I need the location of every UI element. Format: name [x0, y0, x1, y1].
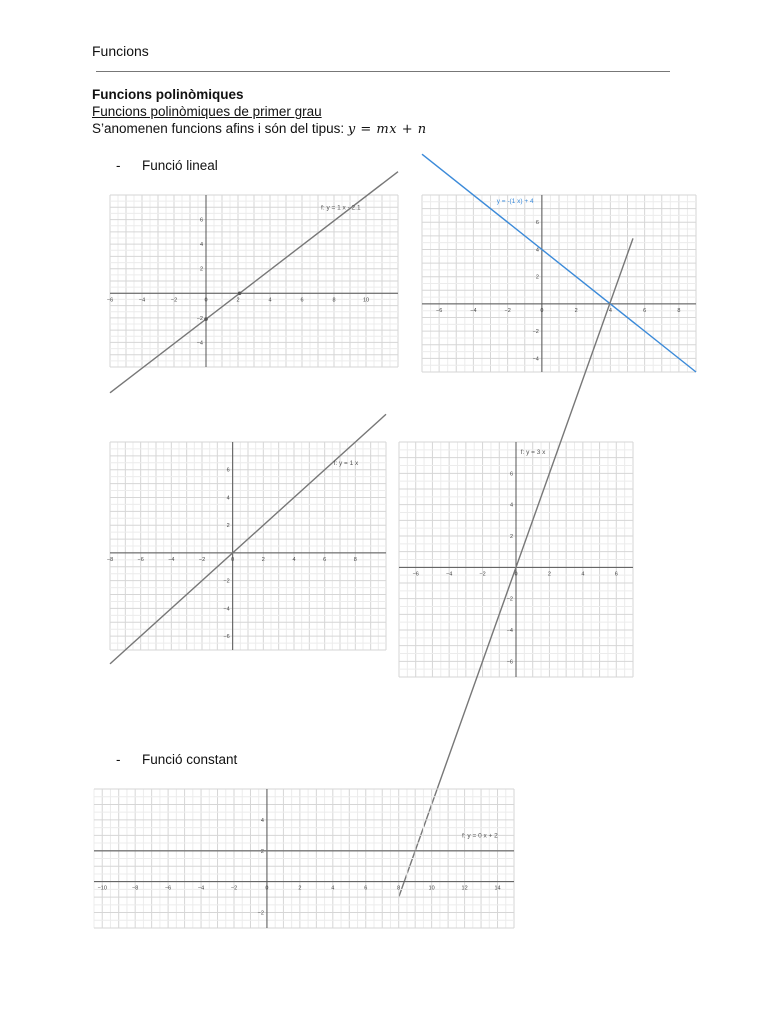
x-tick-label: 6	[323, 556, 327, 563]
x-tick-label: 10	[428, 885, 435, 892]
x-tick-label: 0	[204, 297, 208, 304]
y-tick-label: 2	[226, 523, 230, 530]
y-tick-label: −2	[223, 578, 230, 585]
y-tick-label: −6	[506, 659, 513, 666]
x-tick-label: −2	[230, 885, 238, 892]
x-tick-label: 0	[231, 556, 235, 563]
x-tick-label: 2	[298, 885, 302, 892]
x-tick-label: 4	[292, 556, 296, 563]
x-tick-label: −2	[170, 297, 178, 304]
y-tick-label: 4	[535, 247, 539, 254]
graph-linear-4	[399, 442, 633, 677]
x-tick-label: −4	[138, 297, 146, 304]
x-tick-label: 4	[268, 297, 272, 304]
y-tick-label: 2	[509, 534, 513, 540]
x-tick-label: −6	[412, 571, 419, 578]
x-tick-label: −4	[470, 307, 477, 314]
x-tick-label: −4	[197, 885, 205, 892]
graph-linear-2	[422, 195, 696, 372]
y-tick-label: 4	[226, 495, 230, 502]
y-tick-label: 2	[260, 848, 264, 855]
x-tick-label: −6	[164, 885, 172, 892]
x-tick-label: 6	[643, 307, 647, 314]
series-label: f: y = 3 x	[520, 448, 546, 456]
x-tick-label: 6	[300, 297, 304, 304]
x-tick-label: −8	[132, 885, 139, 892]
x-tick-label: 2	[574, 307, 578, 314]
x-tick-label: 0	[265, 885, 269, 892]
x-tick-label: −10	[97, 885, 107, 892]
series-label: y = -(1 x) + 4	[496, 197, 534, 205]
y-tick-label: 4	[509, 502, 513, 509]
x-tick-label: 0	[540, 307, 544, 314]
description-text: S’anomenen funcions afins i són del tipus:	[92, 121, 345, 136]
x-tick-label: 2	[547, 571, 551, 578]
x-tick-label: 8	[332, 297, 336, 304]
y-tick-label: 6	[535, 220, 539, 227]
x-tick-label: 4	[608, 307, 612, 314]
y-tick-label: 2	[535, 274, 539, 281]
section-title: Funcions polinòmiques	[92, 87, 244, 102]
y-tick-label: 2	[199, 266, 203, 273]
x-tick-label: −4	[168, 556, 175, 563]
y-tick-label: 4	[199, 242, 203, 249]
x-tick-label: 8	[353, 556, 357, 563]
x-tick-label: 8	[397, 885, 401, 892]
x-tick-label: −6	[106, 297, 114, 304]
y-tick-label: −2	[257, 910, 264, 917]
x-tick-label: −4	[446, 571, 453, 578]
x-tick-label: 2	[236, 297, 240, 304]
series-label: f: y = 1 x - 2.1	[321, 204, 361, 212]
y-tick-label: 4	[260, 817, 264, 824]
section-description	[92, 121, 427, 137]
y-tick-label: −4	[196, 340, 203, 347]
x-tick-label: 4	[331, 885, 335, 892]
page-header: Funcions	[92, 43, 149, 59]
y-tick-label: 6	[199, 217, 203, 224]
x-tick-label: 12	[461, 885, 468, 892]
bullet-linear-label: Funció lineal	[142, 158, 218, 173]
bullet-dash: -	[116, 158, 121, 173]
y-tick-label: −4	[223, 606, 230, 613]
y-tick-label: −6	[223, 634, 230, 641]
x-tick-label: −2	[504, 307, 511, 314]
data-point	[204, 317, 208, 321]
x-tick-label: −6	[137, 556, 144, 563]
x-tick-label: 4	[581, 571, 585, 578]
y-tick-label: −2	[196, 315, 203, 322]
header-rule	[96, 71, 670, 72]
y-tick-label: −4	[532, 356, 539, 363]
x-tick-label: 6	[364, 885, 368, 892]
bullet-linear	[92, 158, 218, 173]
data-point	[238, 291, 242, 295]
x-tick-label: −2	[479, 571, 486, 578]
series-label: f: y = 0 x + 2	[462, 832, 498, 840]
graph-linear-1	[106, 195, 398, 367]
y-tick-label: −2	[532, 329, 539, 336]
graph-linear-3	[106, 442, 386, 650]
y-tick-label: −2	[506, 596, 513, 603]
section-subtitle: Funcions polinòmiques de primer grau	[92, 104, 322, 119]
bullet-constant	[92, 752, 237, 767]
y-tick-label: 6	[226, 467, 230, 474]
x-tick-label: 10	[362, 297, 370, 304]
x-tick-label: 14	[494, 885, 501, 892]
x-tick-label: 6	[614, 571, 618, 578]
x-tick-label: 2	[261, 556, 265, 563]
bullet-dash: -	[116, 752, 121, 767]
x-tick-label: −2	[198, 556, 206, 563]
graph-constant	[94, 789, 514, 928]
x-tick-label: 0	[514, 571, 518, 578]
x-tick-label: −6	[435, 307, 443, 314]
x-tick-label: 8	[677, 307, 681, 314]
series-label: f: y = 1 x	[333, 459, 359, 467]
y-tick-label: −4	[506, 628, 513, 634]
bullet-constant-label: Funció constant	[142, 752, 238, 767]
y-tick-label: 6	[509, 471, 513, 478]
general-equation: y = mx + n	[347, 122, 427, 137]
x-tick-label: −8	[106, 556, 114, 563]
